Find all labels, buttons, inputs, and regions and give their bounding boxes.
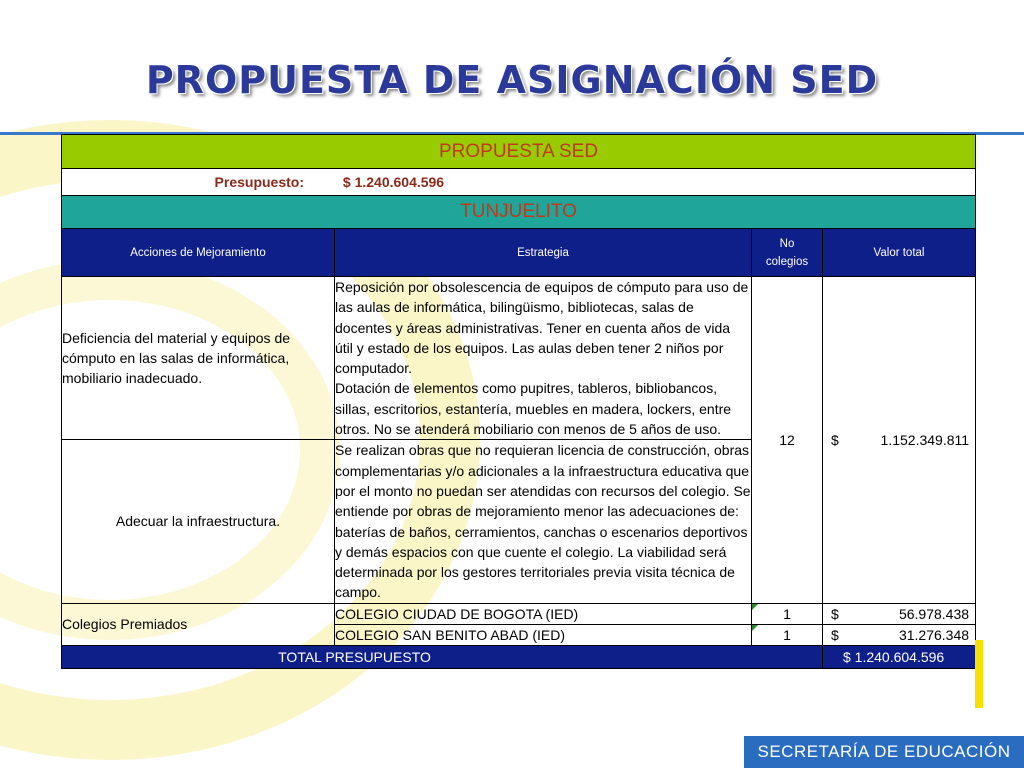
merged-valor <box>823 277 976 604</box>
total-value: $ 1.240.604.596 <box>823 646 976 669</box>
colegio-count: 1 <box>752 603 823 624</box>
currency-symbol: $ <box>831 627 839 644</box>
decorative-block <box>975 640 983 708</box>
row-estrategia: Se realizan obras que no requieran licencia de construcción, obras complementarias y/o adicionales a la infraestructura educativa que por el monto no puedan ser atendidas con recursos del colegio. Se entiende por obras de mejoramiento menor las adecuaciones de: baterías de baños, cerramientos, canchas o escenarios deportivos y demás espacios con que cuente el colegio. La viabilidad será determinada por los gestores territoriales previa visita técnica de campo. <box>335 440 752 603</box>
row-accion: Adecuar la infraestructura. <box>62 440 335 603</box>
merged-no-colegios: 12 <box>752 277 823 604</box>
budget-label: Presupuesto: <box>214 174 304 190</box>
colegio-name: COLEGIO SAN BENITO ABAD (IED) <box>335 625 752 646</box>
colegio-valor <box>823 603 976 624</box>
column-header-estrategia: Estrategia <box>335 229 752 277</box>
total-row <box>62 646 976 669</box>
column-header-valor: Valor total <box>823 229 976 277</box>
slide-title: PROPUESTA DE ASIGNACIÓN SED <box>145 58 879 102</box>
table-row <box>62 603 976 624</box>
row-estrategia <box>335 277 752 440</box>
currency-symbol: $ <box>831 431 839 448</box>
valor-amount: 56.978.438 <box>898 605 970 622</box>
column-header-no-colegios: No colegios <box>752 229 823 277</box>
estrategia-paragraph: Dotación de elementos como pupitres, tableros, bibliobancos, sillas, escritorios, estantería, muebles en madera, lockers, entre otros. No se atenderá mobiliario con menos de 5 años de uso. <box>335 380 732 438</box>
colegio-name: COLEGIO CIUDAD DE BOGOTA (IED) <box>335 603 752 624</box>
budget-row <box>62 169 976 196</box>
column-header-accion: Acciones de Mejoramiento <box>62 229 335 277</box>
budget-table <box>61 134 976 669</box>
table-row <box>62 277 976 440</box>
row-accion: Deficiencia del material y equipos de cómputo en las salas de informática, mobiliario inadecuado. <box>62 277 335 440</box>
currency-symbol: $ <box>831 605 839 622</box>
valor-amount: 1.152.349.811 <box>880 431 970 448</box>
colegio-count: 1 <box>752 625 823 646</box>
table-header: PROPUESTA SED <box>62 135 976 169</box>
valor-amount: 31.276.348 <box>898 627 970 644</box>
premiados-label: Colegios Premiados <box>62 603 335 646</box>
colegio-valor <box>823 625 976 646</box>
footer-brand: SECRETARÍA DE EDUCACIÓN <box>744 736 1024 768</box>
budget-value: $ 1.240.604.596 <box>342 174 445 190</box>
locality-header: TUNJUELITO <box>62 196 976 229</box>
total-label: TOTAL PRESUPUESTO <box>278 649 431 666</box>
estrategia-paragraph: Reposición por obsolescencia de equipos de cómputo para uso de las aulas de informática, bilingüismo, bibliotecas, salas de docentes y áreas administrativas. Tener en cuenta años de vida útil y estado de los equipos. Las aulas deben tener 2 niños por computador. <box>335 279 749 377</box>
total-label-cell <box>62 646 823 669</box>
